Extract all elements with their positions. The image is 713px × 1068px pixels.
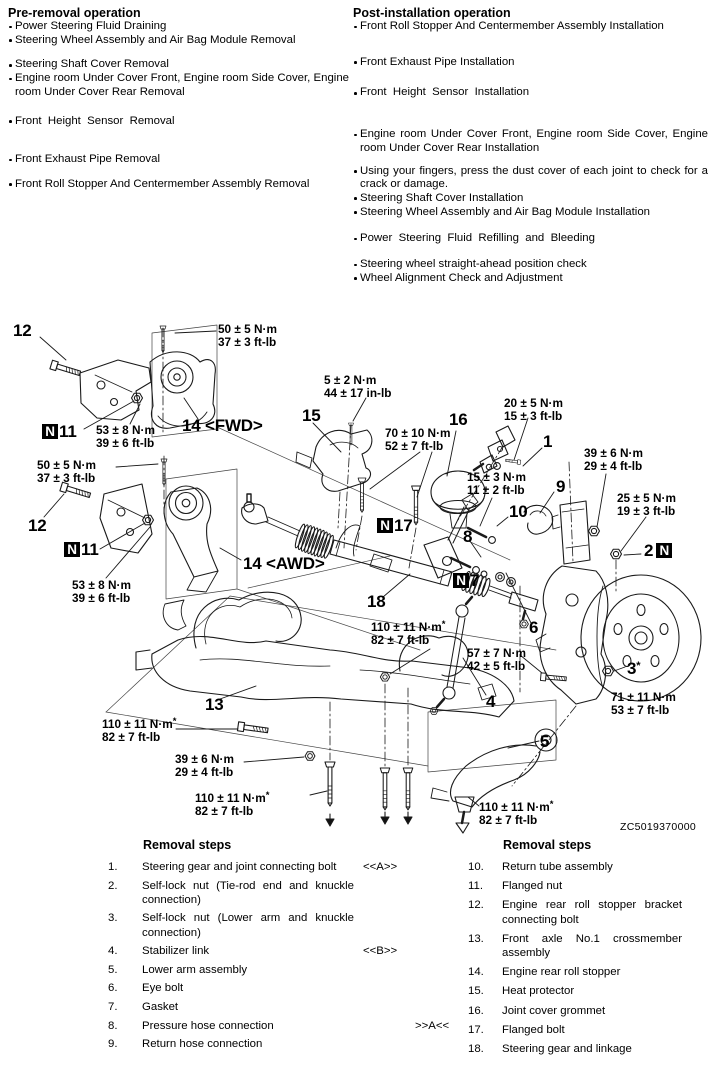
- torque-spec-label: [175, 753, 234, 780]
- part-callout: 12: [28, 516, 47, 535]
- operation-item: [8, 20, 349, 34]
- operation-item: [353, 86, 708, 100]
- removal-step-row: [468, 879, 712, 893]
- n-box-icon: N: [42, 424, 58, 439]
- operation-item-label: Engine room Under Cover Front, Engine room Side Cover, Engine room Under Cover Rear Installation: [360, 128, 712, 154]
- step-label: Engine rear roll stopper bracket connecting bolt: [502, 899, 682, 926]
- bullet-icon: [353, 206, 360, 220]
- torque-spec-line: 110 ± 11 N·m*: [102, 716, 177, 731]
- operation-group: [353, 56, 708, 70]
- removal-step-row: [468, 1042, 712, 1056]
- step-label: Joint cover grommet: [502, 1004, 606, 1017]
- bullet-icon: [353, 20, 360, 34]
- operation-item: [353, 128, 712, 155]
- torque-spec-label: [72, 579, 131, 606]
- torque-spec-line: 82 ± 7 ft-lb: [195, 804, 254, 819]
- removal-step-row: [108, 911, 468, 939]
- part-callout: 14 <FWD>: [182, 416, 263, 435]
- torque-spec-line: 53 ± 7 ft-lb: [611, 703, 670, 718]
- step-number: 3.: [108, 912, 118, 925]
- figure-part-code: ZC5019370000: [620, 821, 696, 833]
- step-number: 6.: [108, 982, 118, 995]
- n-box-icon: N: [453, 573, 469, 588]
- step-number: 4.: [108, 945, 118, 958]
- operation-item-label: Steering Shaft Cover Removal: [15, 58, 169, 71]
- torque-spec-line: 110 ± 11 N·m*: [195, 790, 270, 805]
- torque-spec-line: 29 ± 4 ft-lb: [584, 459, 643, 474]
- bullet-icon: [353, 86, 360, 100]
- torque-spec-line: 29 ± 4 ft-lb: [175, 765, 234, 780]
- torque-spec-label: [37, 459, 96, 486]
- operation-item: [353, 232, 708, 246]
- part-callout: 16: [449, 410, 468, 429]
- removal-step-row: [108, 860, 468, 874]
- bullet-icon: [353, 128, 360, 155]
- operation-item: [353, 20, 708, 34]
- operation-item-label: Steering Shaft Cover Installation: [360, 191, 524, 204]
- torque-spec-line: 25 ± 5 N·m: [617, 491, 676, 505]
- operation-group: [353, 164, 712, 220]
- removal-step-row: [468, 1023, 712, 1037]
- removal-step-row: [468, 965, 712, 979]
- torque-spec-label: [102, 715, 176, 745]
- part-callout: 13: [205, 695, 224, 714]
- torque-spec-line: 82 ± 7 ft-lb: [371, 633, 430, 648]
- operation-group: [353, 86, 708, 100]
- step-reference-marker: <<B>>: [363, 945, 398, 958]
- torque-spec-line: 37 ± 3 ft-lb: [37, 471, 96, 486]
- torque-spec-line: 11 ± 2 ft-lb: [467, 483, 525, 498]
- bullet-icon: [8, 72, 15, 99]
- step-label: Return tube assembly: [502, 861, 613, 873]
- operation-item-label: Steering Wheel Assembly and Air Bag Module Removal: [15, 33, 296, 46]
- part-callout: N 17: [377, 517, 413, 534]
- bullet-icon: [353, 165, 360, 192]
- operation-item-label: Steering Wheel Assembly and Air Bag Module Installation: [360, 205, 650, 218]
- step-label: Flanged nut: [502, 880, 563, 893]
- operation-item-label: Front Exhaust Pipe Removal: [15, 153, 160, 166]
- torque-spec-line: 37 ± 3 ft-lb: [218, 335, 277, 350]
- torque-spec-line: 57 ± 7 N·m: [467, 646, 526, 660]
- step-label: Return hose connection: [142, 1038, 263, 1051]
- part-callout: 1: [543, 432, 553, 451]
- operation-group: [353, 258, 708, 285]
- operation-item-label: Using your fingers, press the dust cover of each joint to check for a crack or damage.: [360, 164, 712, 191]
- torque-spec-label: [611, 691, 676, 718]
- bullet-icon: [8, 178, 15, 192]
- step-label: Flanged bolt: [502, 1023, 565, 1036]
- torque-spec-label: [218, 323, 277, 350]
- step-number: 11.: [468, 880, 483, 893]
- step-number: 12.: [468, 899, 484, 912]
- operation-item-label: Wheel Alignment Check and Adjustment: [360, 271, 563, 284]
- part-callout: 6: [529, 618, 539, 637]
- removal-steps-left-column: [108, 838, 468, 1056]
- step-label: Front axle No.1 crossmember assembly: [502, 932, 682, 960]
- removal-step-row: [108, 981, 468, 995]
- step-number: 18.: [468, 1043, 484, 1056]
- operation-group: [353, 232, 708, 246]
- torque-spec-line: 39 ± 6 ft-lb: [72, 591, 131, 606]
- step-reference-marker: >>A<<: [415, 1019, 450, 1032]
- torque-spec-label: [385, 427, 451, 454]
- torque-spec-line: 53 ± 8 N·m: [96, 423, 155, 437]
- removal-step-row: [108, 963, 468, 977]
- step-label: Pressure hose connection: [142, 1019, 274, 1032]
- operation-group: [8, 115, 349, 129]
- operation-item: [353, 206, 708, 220]
- torque-spec-line: 110 ± 11 N·m*: [371, 619, 446, 634]
- part-callout: 10: [509, 502, 528, 521]
- torque-spec-label: [479, 798, 553, 828]
- torque-spec-line: 20 ± 5 N·m: [504, 396, 563, 410]
- torque-spec-label: [467, 647, 526, 674]
- torque-spec-line: 50 ± 5 N·m: [37, 458, 96, 472]
- pre-removal-list: [8, 20, 353, 192]
- post-installation-section: [353, 6, 712, 285]
- torque-spec-label: [371, 618, 445, 648]
- bullet-icon: [8, 153, 15, 167]
- operation-item-label: Power Steering Fluid Draining: [15, 20, 167, 32]
- step-label: Stabilizer link: [142, 945, 210, 958]
- operation-group: [8, 20, 349, 47]
- torque-spec-line: 110 ± 11 N·m*: [479, 799, 554, 814]
- removal-step-row: [108, 1019, 468, 1033]
- removal-step-row: [108, 1037, 468, 1051]
- removal-step-row: [108, 1000, 468, 1014]
- torque-spec-line: 82 ± 7 ft-lb: [479, 813, 538, 828]
- step-reference-marker: <<A>>: [363, 861, 398, 873]
- bullet-icon: [353, 56, 360, 70]
- torque-spec-line: 39 ± 6 N·m: [584, 446, 643, 460]
- bullet-icon: [353, 258, 360, 272]
- step-label: Gasket: [142, 1000, 179, 1013]
- torque-spec-label: [467, 471, 526, 498]
- step-number: 14.: [468, 966, 484, 979]
- torque-spec-label: [584, 447, 643, 474]
- post-installation-list: [353, 20, 712, 285]
- n-box-icon: N: [656, 543, 672, 558]
- bullet-icon: [353, 232, 360, 246]
- operation-item: [353, 272, 708, 286]
- step-number: 13.: [468, 932, 484, 945]
- step-number: 9.: [108, 1038, 118, 1051]
- torque-spec-line: 50 ± 5 N·m: [218, 322, 277, 336]
- step-label: Steering gear and joint connecting bolt: [142, 861, 337, 873]
- torque-spec-line: 44 ± 17 in-lb: [324, 386, 392, 401]
- torque-spec-line: 53 ± 8 N·m: [72, 578, 131, 592]
- operation-item: [353, 192, 708, 206]
- bullet-icon: [8, 115, 15, 129]
- part-callout: 5: [540, 732, 550, 751]
- operation-item: [8, 115, 349, 129]
- part-callout: N 7: [453, 572, 479, 589]
- operation-item: [8, 72, 353, 99]
- step-label: Engine rear roll stopper: [502, 966, 621, 979]
- torque-spec-line: 15 ± 3 N·m: [467, 470, 526, 484]
- removal-step-row: [468, 1004, 712, 1018]
- operation-item-label: Front Exhaust Pipe Installation: [360, 55, 515, 68]
- torque-spec-label: [504, 397, 563, 424]
- step-label: Self-lock nut (Lower arm and knuckle connection): [142, 912, 354, 939]
- operation-item: [8, 178, 349, 192]
- n-box-icon: N: [377, 518, 393, 533]
- step-number: 16.: [468, 1004, 484, 1017]
- step-label: Self-lock nut (Tie-rod end and knuckle connection): [142, 879, 354, 906]
- part-callout: 12: [13, 321, 32, 340]
- removal-step-row: [468, 898, 712, 926]
- step-label: Eye bolt: [142, 982, 184, 995]
- torque-spec-label: [96, 424, 155, 451]
- removal-steps-right-column: [468, 838, 712, 1061]
- step-number: 7.: [108, 1000, 118, 1013]
- torque-spec-line: 70 ± 10 N·m: [385, 426, 451, 440]
- exploded-parts-diagram: [0, 310, 713, 845]
- removal-steps-section: [0, 838, 713, 1068]
- operation-group: [8, 58, 353, 99]
- operation-item-label: Power Steering Fluid Refilling and Bleeding: [360, 232, 595, 245]
- removal-steps-left-list: [108, 860, 468, 1051]
- operation-group: [353, 20, 708, 34]
- torque-spec-line: 52 ± 7 ft-lb: [385, 439, 444, 454]
- torque-spec-label: [617, 492, 676, 519]
- removal-step-row: [468, 932, 712, 960]
- operation-item: [353, 258, 708, 272]
- torque-spec-label: [324, 374, 391, 401]
- bullet-icon: [8, 20, 15, 34]
- operation-group: [8, 178, 349, 192]
- torque-spec-line: 39 ± 6 N·m: [175, 752, 234, 766]
- part-callout: 4: [486, 692, 496, 711]
- part-callout: 9: [556, 477, 566, 496]
- torque-spec-line: 42 ± 5 ft-lb: [467, 659, 526, 674]
- torque-spec-line: 82 ± 7 ft-lb: [102, 730, 161, 745]
- part-callout: 2 N: [644, 542, 672, 559]
- removal-steps-right-list: [468, 860, 712, 1056]
- operation-group: [8, 153, 349, 167]
- step-number: 2.: [108, 879, 118, 892]
- operation-item-label: Front Roll Stopper And Centermember Assembly Installation: [360, 20, 664, 32]
- bullet-icon: [353, 192, 360, 206]
- operation-item: [8, 153, 349, 167]
- post-installation-title: Post-installation operation: [353, 6, 511, 20]
- bullet-icon: [8, 34, 15, 48]
- pre-removal-title: Pre-removal operation: [8, 6, 141, 20]
- step-number: 8.: [108, 1019, 118, 1032]
- part-callout: N 11: [42, 423, 77, 440]
- operation-item: [8, 58, 349, 72]
- step-label: Lower arm assembly: [142, 963, 248, 976]
- removal-step-row: [108, 944, 468, 958]
- step-number: 1.: [108, 861, 118, 873]
- step-label: Steering gear and linkage: [502, 1043, 632, 1056]
- operation-item-label: Steering wheel straight-ahead position check: [360, 258, 587, 271]
- removal-step-row: [108, 879, 468, 907]
- step-number: 15.: [468, 985, 484, 998]
- torque-spec-line: 71 ± 11 N·m: [611, 690, 676, 704]
- step-label: Heat protector: [502, 985, 575, 998]
- operation-item-label: Front Roll Stopper And Centermember Assembly Removal: [15, 177, 310, 190]
- part-callout: 3*: [627, 659, 641, 678]
- operation-item: [8, 34, 349, 48]
- bullet-icon: [8, 58, 15, 72]
- torque-spec-line: 39 ± 6 ft-lb: [96, 436, 155, 451]
- torque-spec-line: 19 ± 3 ft-lb: [617, 504, 676, 519]
- removal-step-row: [468, 984, 712, 998]
- operation-item: [353, 56, 708, 70]
- operation-group: [353, 128, 712, 155]
- torque-spec-line: 5 ± 2 N·m: [324, 373, 377, 387]
- part-callout: 18: [367, 592, 386, 611]
- operation-item-label: Front Height Sensor Removal: [15, 114, 175, 127]
- step-number: 10.: [468, 861, 484, 873]
- removal-step-row: [468, 860, 712, 874]
- removal-steps-title: Removal steps: [143, 838, 232, 852]
- n-box-icon: N: [64, 542, 80, 557]
- bullet-icon: [353, 272, 360, 286]
- operation-item-label: Front Height Sensor Installation: [360, 86, 530, 99]
- diagram-labels: [0, 310, 713, 845]
- pre-removal-section: [8, 6, 353, 192]
- part-callout: 8: [463, 527, 473, 546]
- operation-item: [353, 164, 712, 192]
- operation-item-label: Engine room Under Cover Front, Engine room Side Cover, Engine room Under Cover Rear Removal: [15, 72, 353, 98]
- torque-spec-label: [195, 789, 269, 819]
- part-callout: N 11: [64, 541, 99, 558]
- part-callout: 14 <AWD>: [243, 554, 325, 573]
- part-callout: 15: [302, 406, 321, 425]
- torque-spec-line: 15 ± 3 ft-lb: [504, 409, 563, 424]
- step-number: 17.: [468, 1023, 484, 1036]
- removal-steps-title: Removal steps: [503, 838, 592, 852]
- step-number: 5.: [108, 963, 118, 976]
